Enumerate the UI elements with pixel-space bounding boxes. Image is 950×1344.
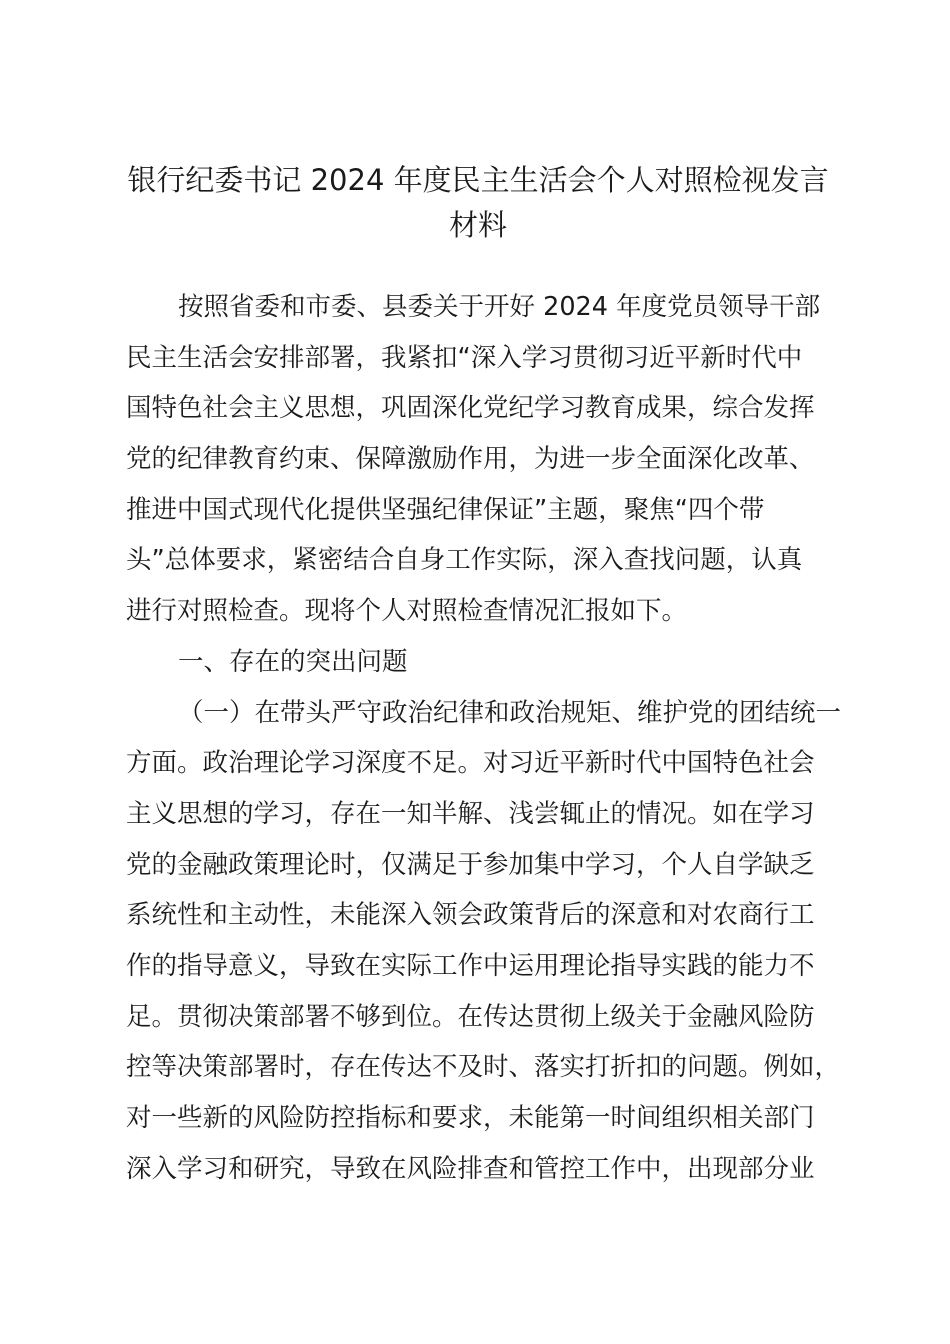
section-heading: 一、存在的突出问题 xyxy=(178,646,408,677)
para1-line: 对一些新的风险防控指标和要求，未能第一时间组织相关部门 xyxy=(126,1103,815,1133)
para1-line: 党的金融政策理论时，仅满足于参加集中学习，个人自学缺乏 xyxy=(126,849,815,880)
intro-line: 民主生活会安排部署，我紧扣“深入学习贯彻习近平新时代中 xyxy=(126,342,803,373)
para1-line: 系统性和主动性，未能深入领会政策背后的深意和对农商行工 xyxy=(126,900,815,931)
intro-line: 头”总体要求，紧密结合自身工作实际，深入查找问题，认真 xyxy=(126,545,803,576)
document-body xyxy=(126,282,842,1194)
para1-line: 主义思想的学习，存在一知半解、浅尝辄止的情况。如在学习 xyxy=(126,798,815,829)
para1-line: 深入学习和研究，导致在风险排查和管控工作中，出现部分业 xyxy=(126,1153,815,1184)
intro-line: 推进中国式现代化提供坚强纪律保证”主题，聚焦“四个带 xyxy=(126,494,765,525)
para1-line: 方面。政治理论学习深度不足。对习近平新时代中国特色社会 xyxy=(126,748,815,779)
title-line-2: 材料 xyxy=(448,208,507,242)
para1-line: 控等决策部署时，存在传达不及时、落实打折扣的问题。例如， xyxy=(126,1052,841,1083)
title-line-1: 银行纪委书记 2024 年度民主生活会个人对照检视发言 xyxy=(127,163,829,197)
para1-line: 作的指导意义，导致在实际工作中运用理论指导实践的能力不 xyxy=(126,950,815,981)
para1-line: 足。贯彻决策部署不够到位。在传达贯彻上级关于金融风险防 xyxy=(126,1001,815,1032)
intro-line: 进行对照检查。现将个人对照检查情况汇报如下。 xyxy=(126,596,688,627)
intro-line: 国特色社会主义思想，巩固深化党纪学习教育成果，综合发挥 xyxy=(126,393,815,424)
intro-line: 按照省委和市委、县委关于开好 2024 年度党员领导干部 xyxy=(178,292,821,322)
document-title xyxy=(126,158,830,248)
intro-line: 党的纪律教育约束、保障激励作用，为进一步全面深化改革、 xyxy=(126,444,815,475)
para1-line: （一）在带头严守政治纪律和政治规矩、维护党的团结统一 xyxy=(178,697,842,728)
